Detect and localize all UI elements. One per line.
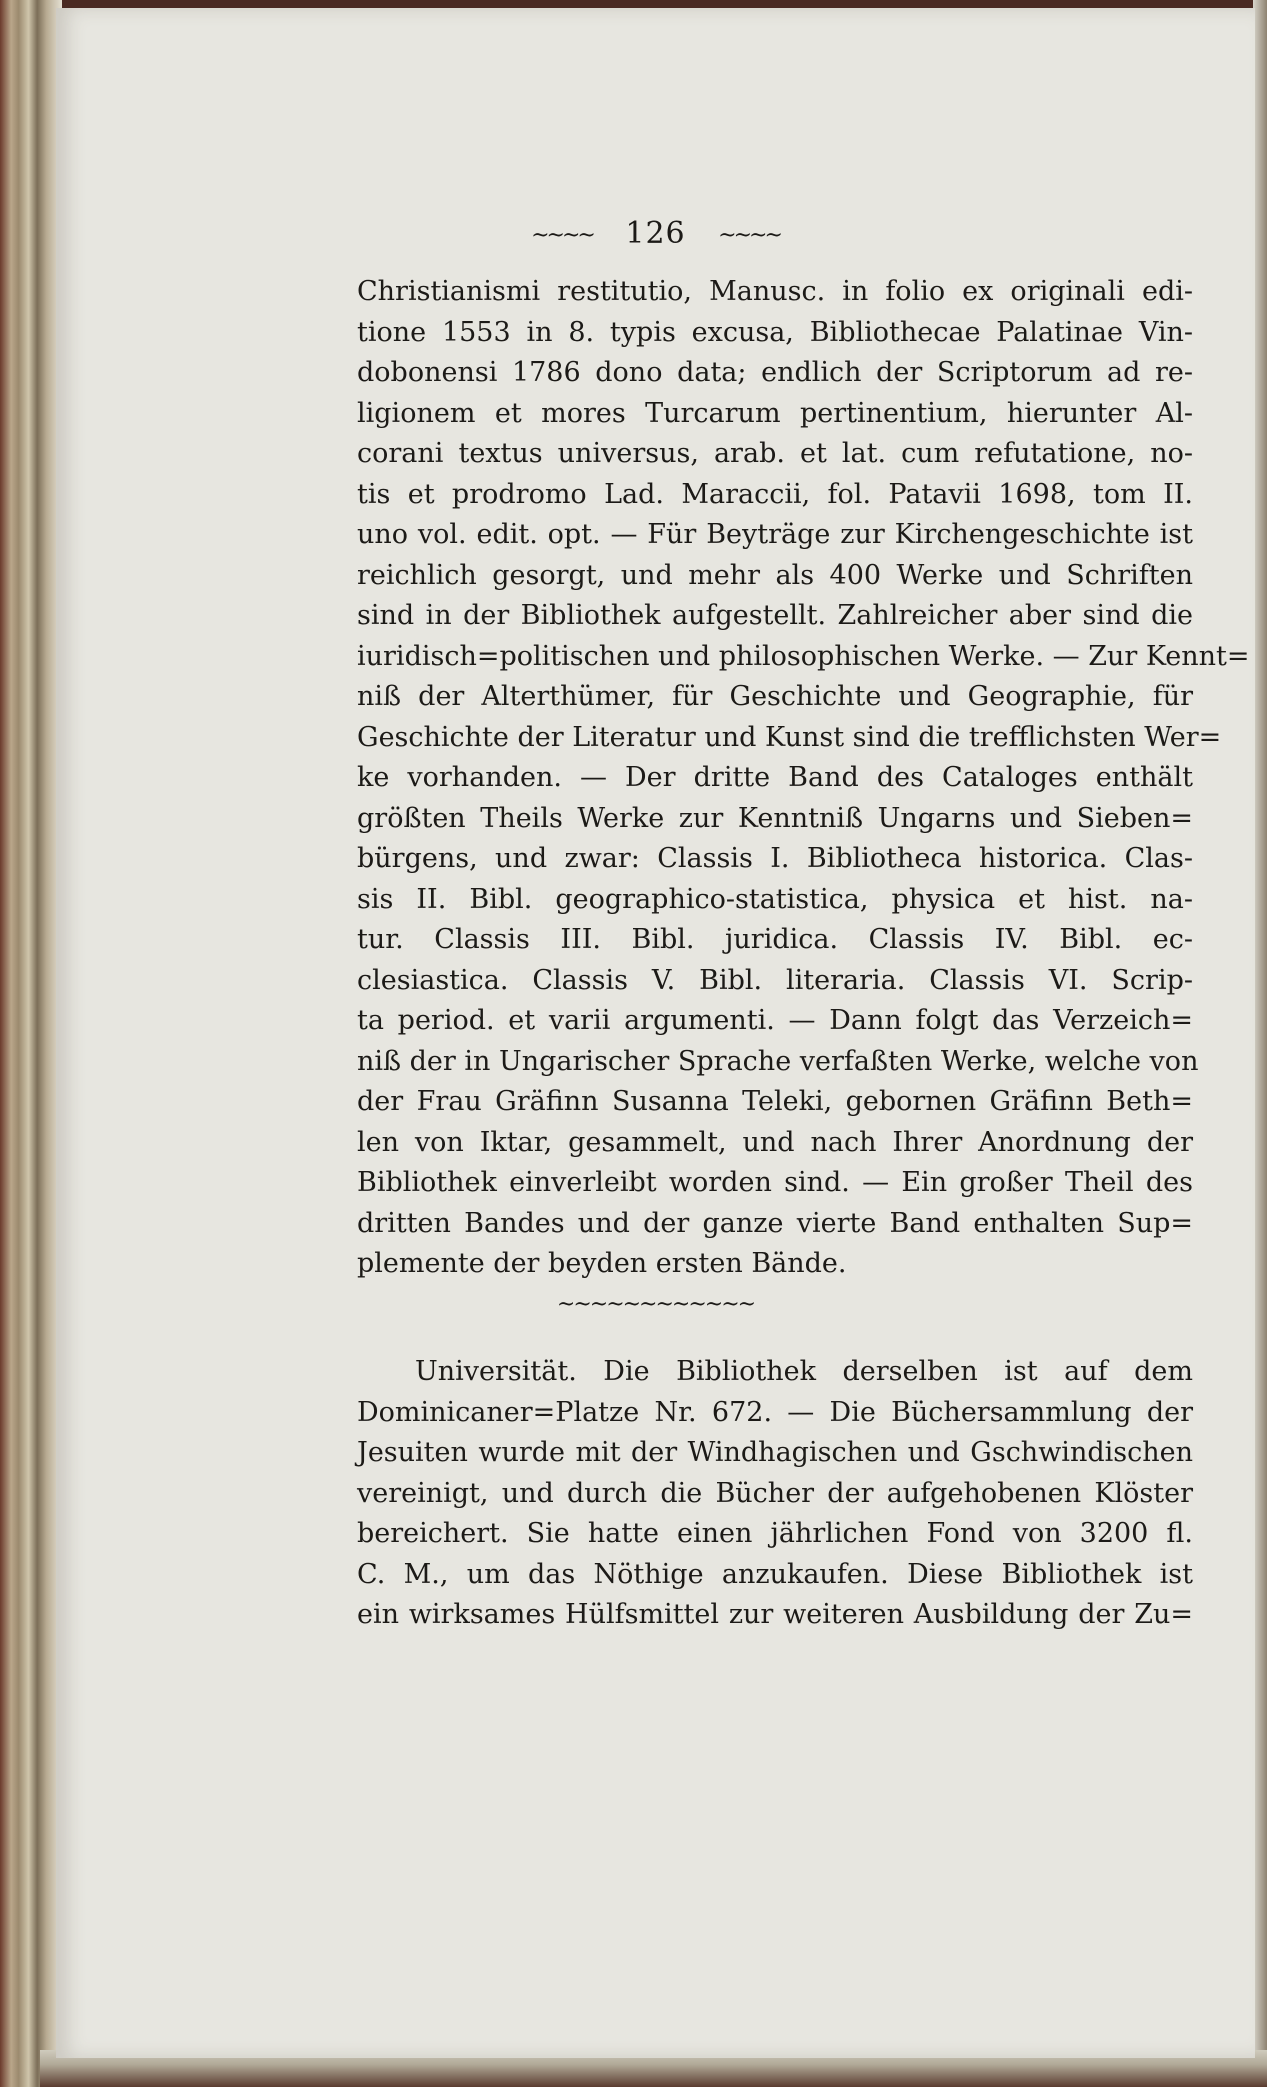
text-line: ein wirksames Hülfsmittel zur weiteren Ausbildung der Zu= xyxy=(357,1599,1193,1630)
text-line: Universität. Die Bibliothek derselben ist auf dem xyxy=(415,1356,1193,1387)
text-line: der Frau Gräfinn Susanna Teleki, gebornen Gräfinn Beth= xyxy=(357,1086,1193,1117)
text-line: tur. Classis III. Bibl. juridica. Classis IV. Bibl. ec- xyxy=(357,924,1193,955)
text-line: größten Theils Werke zur Kenntniß Ungarns und Sieben= xyxy=(357,802,1193,834)
text-line: dritten Bandes und der ganze vierte Band enthalten Sup= xyxy=(357,1207,1193,1239)
text-line: corani textus universus, arab. et lat. cum refutatione, no- xyxy=(357,438,1193,469)
text-line: ligionem et mores Turcarum pertinentium, hierunter Al- xyxy=(357,397,1193,429)
text-line: sind in der Bibliothek aufgestellt. Zahlreicher aber sind die xyxy=(357,600,1193,631)
text-line: niß der Alterthümer, für Geschichte und Geographie, für xyxy=(357,681,1193,712)
header-ornament-left: ~~~~ xyxy=(531,222,593,248)
text-line: tis et prodromo Lad. Maraccii, fol. Patavii 1698, tom II. xyxy=(357,478,1193,510)
book-edge-left xyxy=(0,0,62,2087)
text-line: Dominicaner=Platze Nr. 672. — Die Büchersammlung der xyxy=(357,1396,1193,1428)
text-line: tione 1553 in 8. typis excusa, Bibliothecae Palatinae Vin- xyxy=(357,316,1193,348)
text-line: reichlich gesorgt, und mehr als 400 Werke und Schriften xyxy=(357,559,1193,591)
text-line: Geschichte der Literatur und Kunst sind die trefflichsten Wer= xyxy=(357,721,1222,753)
text-line: dobonensi 1786 dono data; endlich der Scriptorum ad re- xyxy=(357,357,1193,388)
text-line: iuridisch=politischen und philosophischen Werke. — Zur Kennt= xyxy=(357,640,1250,672)
text-line: plemente der beyden ersten Bände. xyxy=(357,1248,847,1279)
text-line: C. M., um das Nöthige anzukaufen. Diese Bibliothek ist xyxy=(357,1558,1193,1590)
text-line: uno vol. edit. opt. — Für Beyträge zur Kirchengeschichte ist xyxy=(357,519,1193,550)
book-page xyxy=(56,8,1255,2058)
text-line: Jesuiten wurde mit der Windhagischen und Gschwindischen xyxy=(357,1437,1193,1468)
text-line: niß der in Ungarischer Sprache verfaßten Werke, welche von xyxy=(357,1045,1199,1077)
paragraph-2 xyxy=(357,1352,1193,1636)
text-line: clesiastica. Classis V. Bibl. literaria. Classis VI. Scrip- xyxy=(357,964,1193,996)
text-line: Bibliothek einverleibt worden sind. — Ein großer Theil des xyxy=(357,1167,1193,1198)
text-line: sis II. Bibl. geographico-statistica, physica et hist. na- xyxy=(357,883,1193,915)
header-ornament-right: ~~~~ xyxy=(718,222,780,248)
paragraph-1 xyxy=(357,272,1250,1285)
text-line: Christianismi restitutio, Manusc. in folio ex originali edi- xyxy=(357,276,1193,307)
text-line: bereichert. Sie hatte einen jährlichen Fond von 3200 fl. xyxy=(357,1518,1193,1549)
page-header xyxy=(56,216,1255,251)
text-line: vereinigt, und durch die Bücher der aufgehobenen Klöster xyxy=(357,1477,1193,1509)
text-line: ke vorhanden. — Der dritte Band des Cataloges enthält xyxy=(357,762,1193,793)
text-line: bürgens, und zwar: Classis I. Bibliotheca historica. Clas- xyxy=(357,843,1193,874)
text-line: len von Iktar, gesammelt, und nach Ihrer Anordnung der xyxy=(357,1126,1193,1158)
text-line: ta period. et varii argumenti. — Dann folgt das Verzeich= xyxy=(357,1005,1193,1036)
section-divider-ornament: ~~~~~~~~~~~~ xyxy=(556,1292,755,1317)
book-edge-right xyxy=(1253,0,1267,2087)
page-number: 126 xyxy=(625,216,686,251)
